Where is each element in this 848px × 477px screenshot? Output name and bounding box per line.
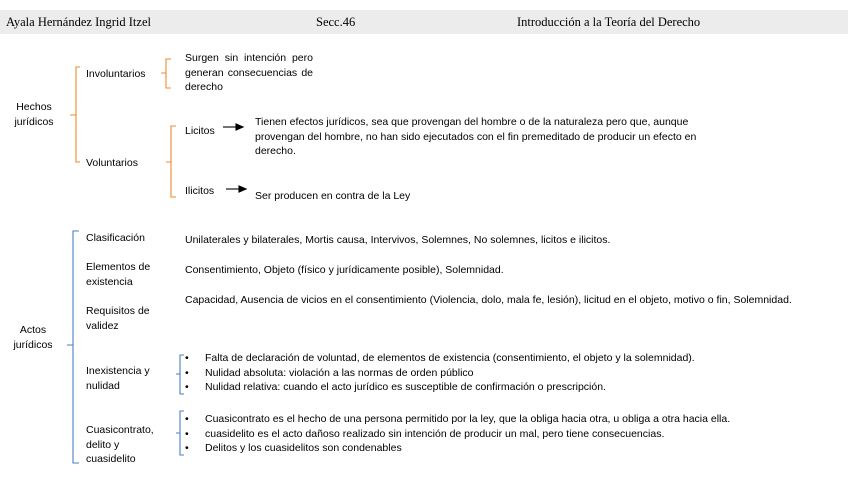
elementos-description: Consentimiento, Objeto (físico y jurídicamente posible), Solemnidad. bbox=[185, 264, 504, 276]
list-item: • Cuasicontrato es el hecho de una persona permitido por la ley, que la obliga hacia otra, u obliga a otra hacia ella. bbox=[183, 412, 730, 427]
cuasicontrato-list bbox=[183, 412, 730, 456]
list-item: • Nulidad relativa: cuando el acto jurídico es susceptible de confirmación o prescripción. bbox=[183, 380, 695, 395]
actos-brace bbox=[67, 231, 79, 463]
ilicitos-description: Ser producen en contra de la Ley bbox=[255, 190, 411, 202]
list-item: • Falta de declaración de voluntad, de elementos de existencia (consentimiento, el objeto y la solemnidad). bbox=[183, 351, 695, 366]
list-item: • Nulidad absoluta: violación a las normas de orden público bbox=[183, 366, 695, 381]
involuntarios-description: Surgen sin intención pero generan consecuencias de derecho bbox=[185, 52, 313, 93]
licitos-description: Tienen efectos jurídicos, sea que provengan del hombre o de la naturaleza pero que, aunque provengan del hombre, no han sido ejecutados con el fin premeditado de producir un efecto en derecho. bbox=[255, 116, 697, 157]
inexistencia-list bbox=[183, 351, 695, 395]
hechos-label: Hechos jurídicos bbox=[14, 101, 54, 128]
section-number: Secc.46 bbox=[316, 15, 356, 29]
arrow-licitos-icon bbox=[236, 124, 243, 130]
arrow-ilicitos-icon bbox=[239, 186, 246, 192]
ilicitos-label: Ilicitos bbox=[185, 185, 215, 197]
course-title: Introducción a la Teoría del Derecho bbox=[517, 15, 701, 29]
voluntarios-label: Voluntarios bbox=[86, 157, 138, 169]
requisitos-label: Requisitos de validez bbox=[86, 305, 150, 332]
licitos-label: Licitos bbox=[185, 125, 215, 137]
actos-label: Actos jurídicos bbox=[13, 324, 53, 351]
list-item: • Delitos y los cuasidelitos son condenables bbox=[183, 441, 730, 456]
inexistencia-label: Inexistencia y nulidad bbox=[86, 365, 150, 392]
voluntarios-brace bbox=[166, 126, 176, 197]
clasificacion-description: Unilaterales y bilaterales, Mortis causa, Intervivos, Solemnes, No solemnes, licitos e ilicitos. bbox=[185, 234, 611, 246]
cuasicontrato-label: Cuasicontrato, delito y cuasidelito bbox=[86, 424, 154, 465]
requisitos-description: Capacidad, Ausencia de vicios en el consentimiento (Violencia, dolo, mala fe, lesión), licitud en el objeto, motivo o fin, Solemnidad. bbox=[185, 294, 792, 306]
involuntarios-label: Involuntarios bbox=[86, 68, 146, 80]
hechos-brace bbox=[70, 67, 80, 162]
author-name: Ayala Hernández Ingrid Itzel bbox=[6, 15, 151, 29]
elementos-label: Elementos de existencia bbox=[86, 261, 151, 288]
clasificacion-label: Clasificación bbox=[86, 232, 145, 244]
list-item: • cuasidelito es el acto dañoso realizado sin intención de producir un mal, pero tiene consecuencias. bbox=[183, 427, 730, 442]
involuntarios-brace bbox=[161, 59, 171, 88]
